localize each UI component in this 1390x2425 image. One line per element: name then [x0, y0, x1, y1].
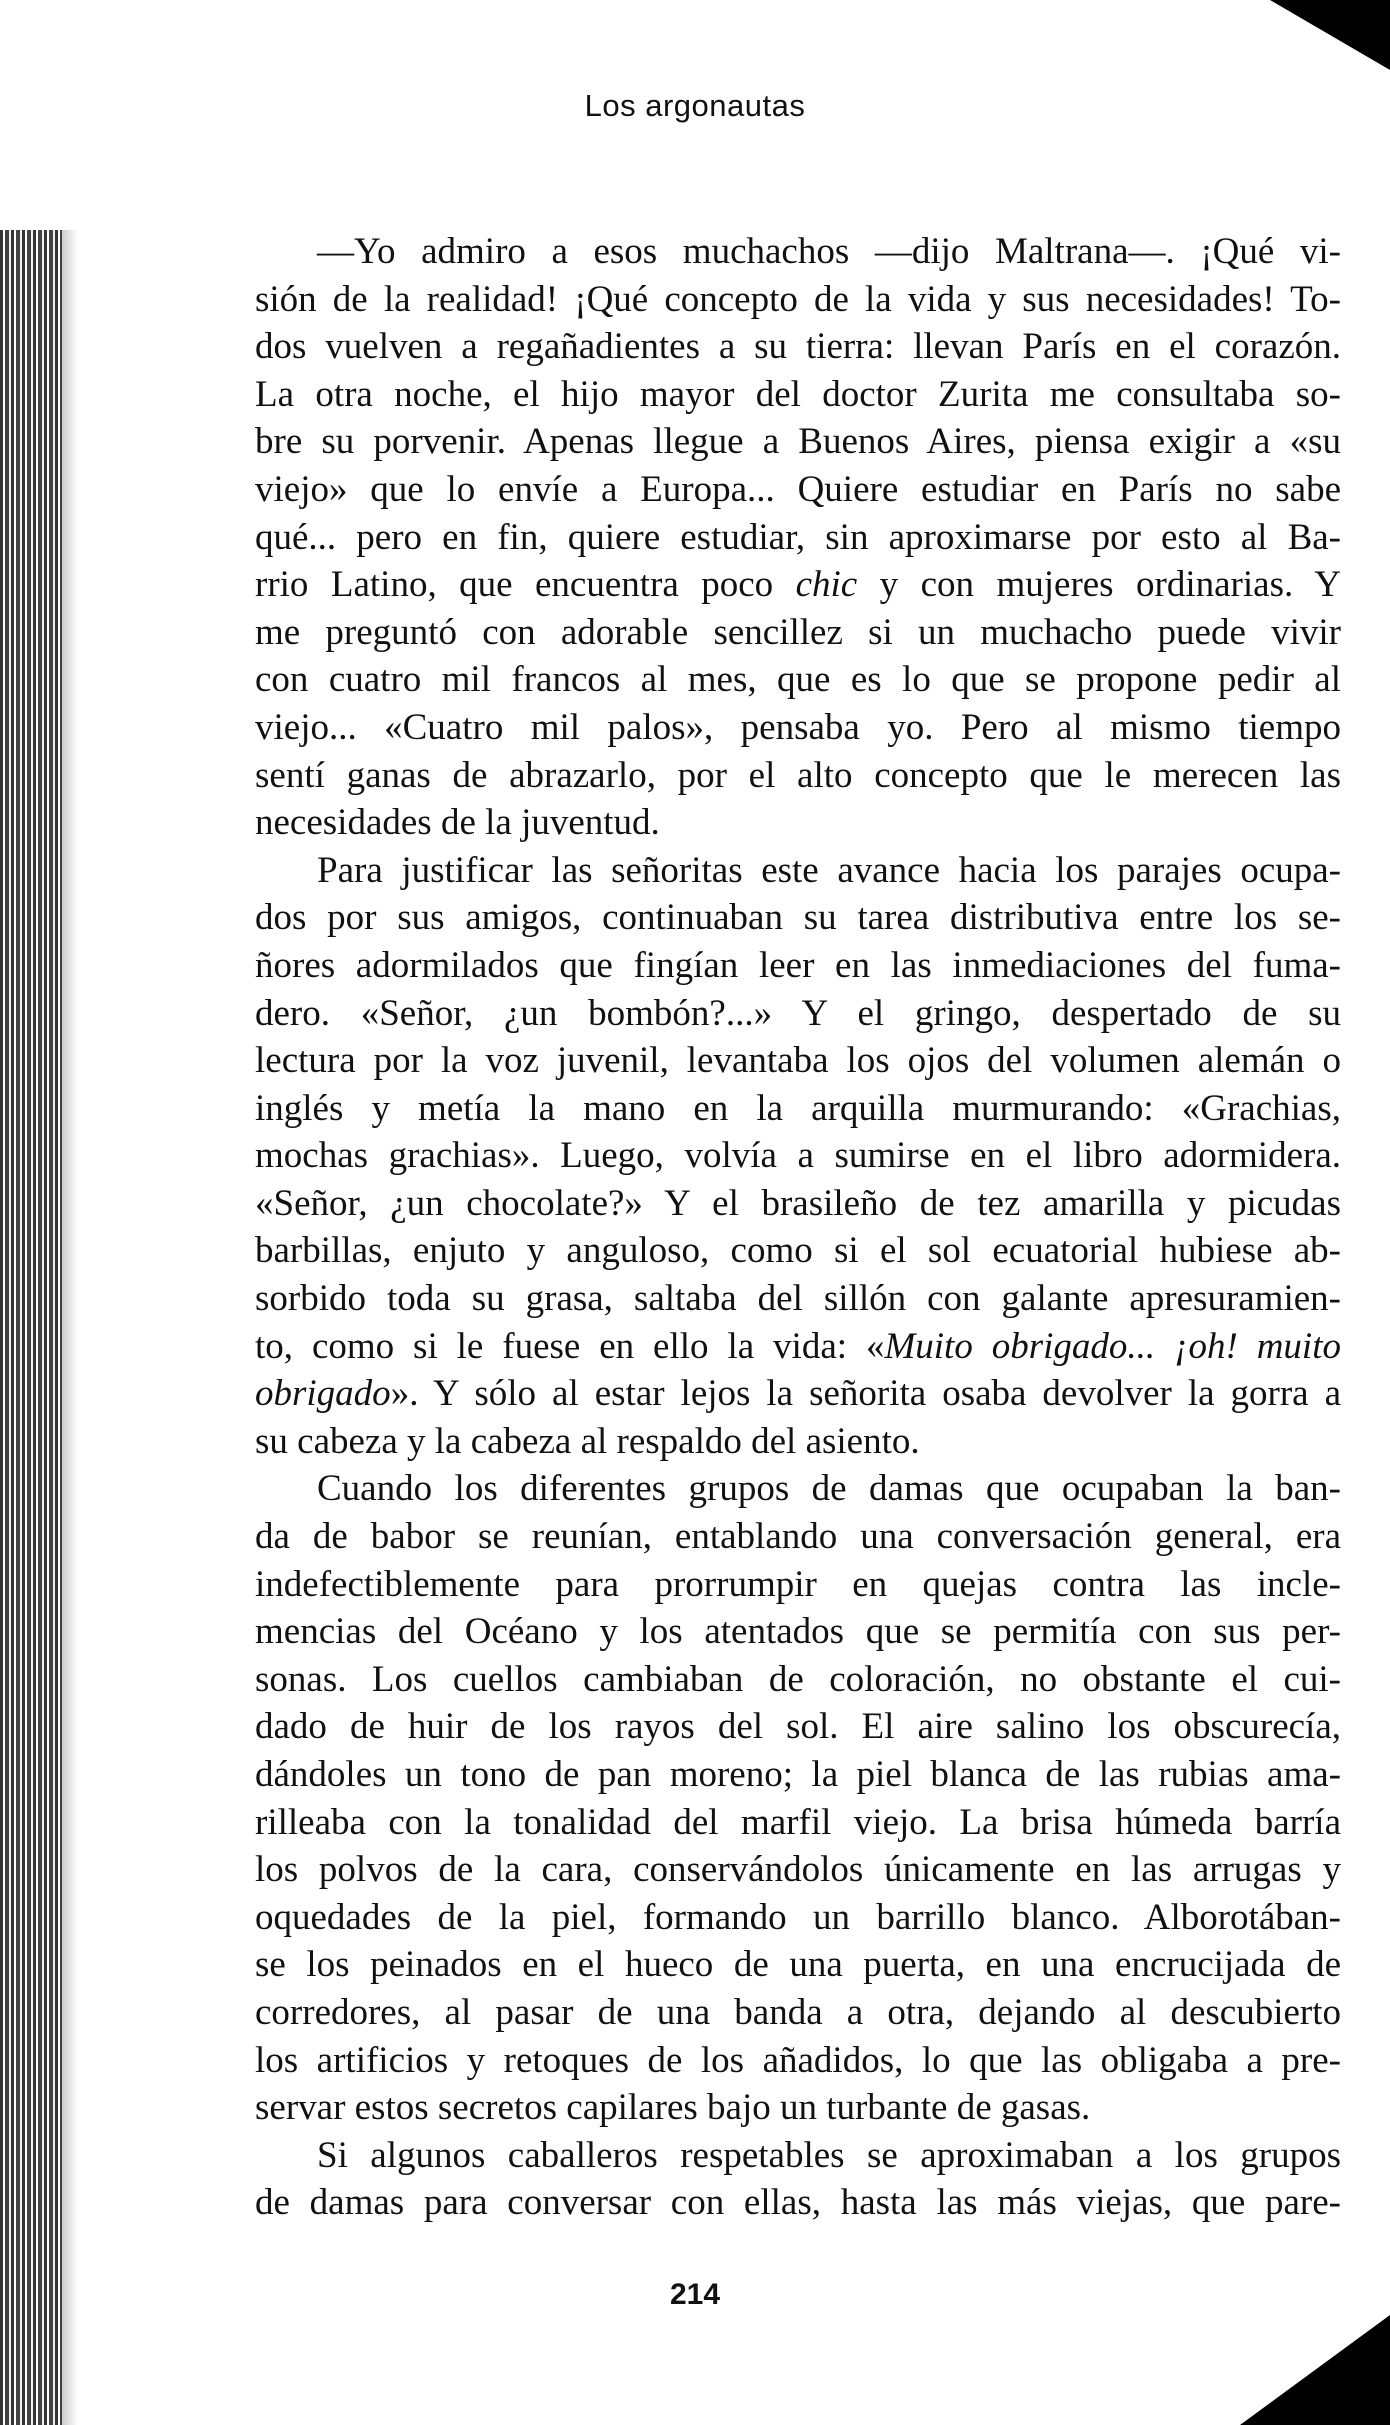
text-segment: necesidades de la juventud.	[255, 802, 660, 844]
text-line	[255, 2179, 1341, 2227]
text-line	[255, 1846, 1341, 1894]
text-segment: qué... pero en fin, quiere estudiar, sin aproximarse por esto al Ba-	[255, 516, 1341, 558]
text-segment: —Yo admiro a esos muchachos —dijo Maltrana—. ¡Qué vi-	[317, 231, 1341, 272]
text-segment: de damas para conversar con ellas, hasta las más viejas, que pare-	[255, 2182, 1341, 2224]
text-segment: ». Y sólo al estar lejos la señorita osaba devolver la gorra a	[390, 1373, 1341, 1415]
italic-text: Muito obrigado... ¡oh! muito	[884, 1325, 1341, 1367]
text-line	[255, 1370, 1341, 1418]
text-line	[255, 1751, 1341, 1799]
text-segment: inglés y metía la mano en la arquilla murmurando: «Grachias,	[255, 1087, 1341, 1129]
text-line	[255, 418, 1341, 466]
text-segment: mochas grachias». Luego, volvía a sumirse en el libro adormidera.	[255, 1135, 1341, 1177]
text-segment: sentí ganas de abrazarlo, por el alto concepto que le merecen las	[255, 754, 1341, 796]
paragraph	[255, 1465, 1341, 2131]
text-segment: se los peinados en el hueco de una puerta, en una encrucijada de	[255, 1944, 1341, 1986]
text-line	[255, 1703, 1341, 1751]
text-line	[255, 276, 1341, 324]
text-segment: Para justificar las señoritas este avance hacia los parajes ocupa-	[317, 849, 1341, 891]
text-line	[255, 2037, 1341, 2085]
text-line	[255, 656, 1341, 704]
text-segment: dos vuelven a regañadientes a su tierra: llevan París en el corazón.	[255, 326, 1341, 368]
text-segment: mencias del Océano y los atentados que se permitía con sus per-	[255, 1611, 1341, 1653]
text-segment: dero. «Señor, ¿un bombón?...» Y el gringo, despertado de su	[255, 992, 1341, 1034]
text-line	[255, 2132, 1341, 2180]
scan-corner-top-right	[1270, 0, 1390, 70]
text-line	[255, 1085, 1341, 1133]
text-line	[255, 1037, 1341, 1085]
text-segment: dándoles un tono de pan moreno; la piel blanca de las rubias ama-	[255, 1754, 1341, 1795]
text-segment: viejo» que lo envíe a Europa... Quiere estudiar en París no sabe	[255, 468, 1341, 510]
text-segment: oquedades de la piel, formando un barrillo blanco. Alborotában-	[255, 1896, 1341, 1938]
text-segment: barbillas, enjuto y anguloso, como si el sol ecuatorial hubiese ab-	[255, 1230, 1341, 1272]
text-line	[255, 1561, 1341, 1609]
text-segment: los polvos de la cara, conservándolos únicamente en las arrugas y	[255, 1849, 1341, 1891]
text-segment: me preguntó con adorable sencillez si un muchacho puede vivir	[255, 611, 1341, 653]
page-number: 214	[669, 2278, 721, 2311]
text-segment: ñores adormilados que fingían leer en las inmediaciones del fuma-	[255, 944, 1341, 986]
text-line	[255, 514, 1341, 562]
text-segment: indefectiblemente para prorrumpir en quejas contra las incle-	[255, 1563, 1341, 1605]
scan-edge-shadow	[0, 230, 62, 2425]
paragraph	[255, 847, 1341, 1466]
text-segment: Cuando los diferentes grupos de damas que ocupaban la ban-	[317, 1468, 1341, 1510]
text-segment: rilleaba con la tonalidad del marfil viejo. La brisa húmeda barría	[255, 1801, 1341, 1843]
scan-corner-bottom-right	[1240, 2315, 1390, 2425]
text-line	[255, 1418, 1341, 1466]
text-segment: corredores, al pasar de una banda a otra, dejando al descubierto	[255, 1991, 1341, 2033]
text-segment: sorbido toda su grasa, saltaba del sillón con galante apresuramien-	[255, 1278, 1341, 1320]
text-segment: La otra noche, el hijo mayor del doctor Zurita me consultaba so-	[255, 373, 1341, 415]
text-line	[255, 1323, 1341, 1371]
text-segment: dos por sus amigos, continuaban su tarea distributiva entre los se-	[255, 897, 1341, 939]
text-segment: Si algunos caballeros respetables se aproximaban a los grupos	[317, 2134, 1341, 2176]
text-line	[255, 990, 1341, 1038]
text-segment: bre su porvenir. Apenas llegue a Buenos Aires, piensa exigir a «su	[255, 421, 1341, 463]
text-line	[255, 466, 1341, 514]
text-segment: los artificios y retoques de los añadidos, lo que las obligaba a pre-	[255, 2039, 1341, 2081]
text-line	[255, 1132, 1341, 1180]
text-segment: viejo... «Cuatro mil palos», pensaba yo. Pero al mismo tiempo	[255, 706, 1341, 748]
running-header: Los argonautas	[584, 88, 806, 123]
text-line	[255, 1180, 1341, 1228]
text-segment: sonas. Los cuellos cambiaban de coloración, no obstante el cui-	[255, 1658, 1341, 1700]
text-line	[255, 1465, 1341, 1513]
body-text	[255, 228, 1341, 2227]
text-line	[255, 1989, 1341, 2037]
scan-edge-fade	[62, 230, 78, 2425]
text-line	[255, 1227, 1341, 1275]
text-line	[255, 1656, 1341, 1704]
italic-text: obrigado	[255, 1373, 391, 1415]
text-line	[255, 228, 1341, 276]
text-line	[255, 799, 1341, 847]
text-line	[255, 323, 1341, 371]
text-line	[255, 1513, 1341, 1561]
text-line	[255, 609, 1341, 657]
paragraph	[255, 228, 1341, 847]
text-line	[255, 894, 1341, 942]
text-line	[255, 1799, 1341, 1847]
text-segment: lectura por la voz juvenil, levantaba los ojos del volumen alemán o	[255, 1040, 1341, 1082]
text-segment: to, como si le fuese en ello la vida: «	[255, 1325, 885, 1367]
text-segment: sión de la realidad! ¡Qué concepto de la vida y sus necesidades! To-	[255, 278, 1341, 320]
text-segment: y con mujeres ordinarias. Y	[857, 564, 1342, 606]
text-segment: «Señor, ¿un chocolate?» Y el brasileño de tez amarilla y picudas	[255, 1182, 1341, 1224]
text-line	[255, 371, 1341, 419]
text-line	[255, 1941, 1341, 1989]
text-segment: da de babor se reunían, entablando una conversación general, era	[255, 1516, 1341, 1558]
text-line	[255, 561, 1341, 609]
text-line	[255, 752, 1341, 800]
text-line	[255, 1894, 1341, 1942]
text-line	[255, 1275, 1341, 1323]
text-segment: rrio Latino, que encuentra poco	[255, 564, 796, 606]
text-segment: servar estos secretos capilares bajo un turbante de gasas.	[255, 2087, 1091, 2129]
text-segment: su cabeza y la cabeza al respaldo del asiento.	[255, 1420, 920, 1462]
text-line	[255, 704, 1341, 752]
text-segment: dado de huir de los rayos del sol. El aire salino los obscurecía,	[255, 1706, 1341, 1748]
text-line	[255, 847, 1341, 895]
text-line	[255, 1608, 1341, 1656]
text-segment: con cuatro mil francos al mes, que es lo que se propone pedir al	[255, 659, 1341, 701]
text-line	[255, 2084, 1341, 2132]
paragraph	[255, 2132, 1341, 2227]
italic-text: chic	[795, 564, 858, 606]
text-line	[255, 942, 1341, 990]
